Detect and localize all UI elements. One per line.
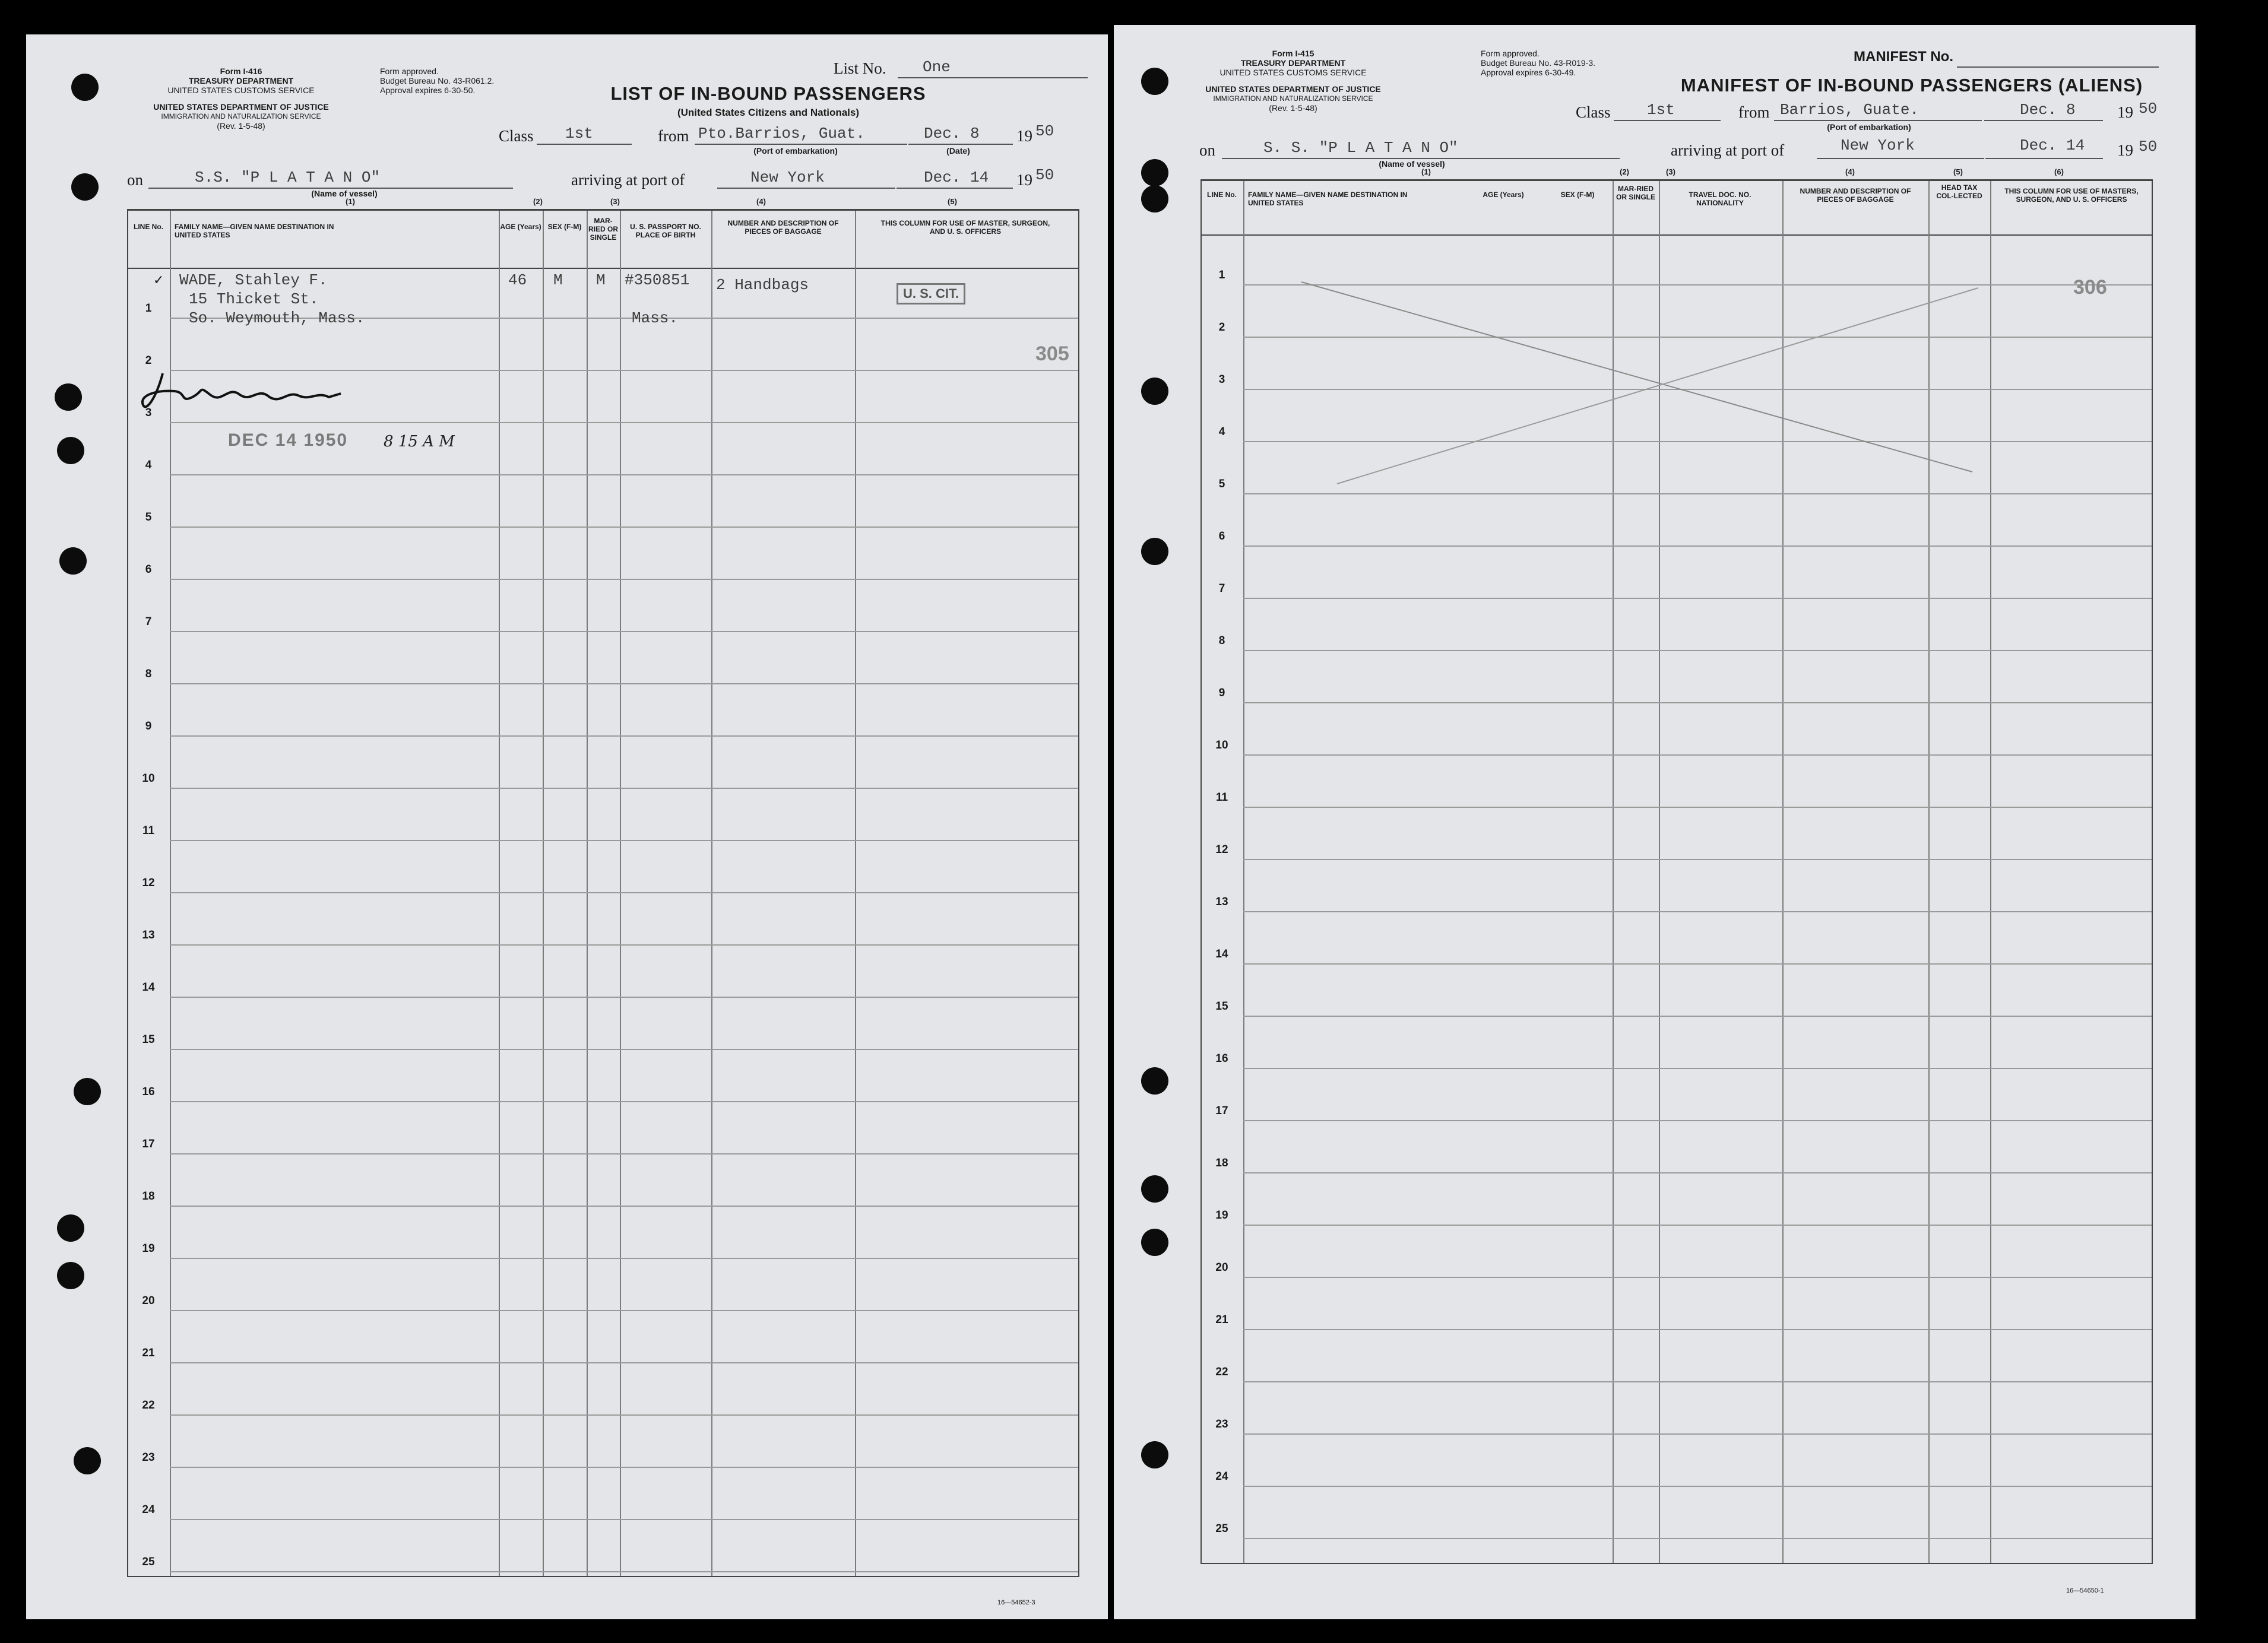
arrival-year: 50 — [2139, 138, 2158, 156]
hdr-married: MAR-RIED OR SINGLE — [1616, 185, 1655, 201]
arrival-date: Dec. 14 — [2020, 137, 2085, 154]
page-title: MANIFEST OF IN-BOUND PASSENGERS (ALIENS) — [1680, 75, 2143, 96]
row-rule — [1243, 754, 2152, 756]
col-num-3: (3) — [610, 197, 620, 206]
row-number: 7 — [145, 616, 152, 628]
from-value: Barrios, Guate. — [1780, 101, 1919, 119]
time-note: 8 15 A M — [384, 433, 455, 451]
date-field — [908, 125, 1013, 145]
from-label: from — [658, 127, 689, 145]
row-number: 25 — [142, 1556, 155, 1568]
punch-hole — [55, 383, 82, 411]
revision: (Rev. 1-5-48) — [217, 121, 265, 131]
vessel-field — [1222, 139, 1620, 159]
hdr-baggage: NUMBER AND DESCRIPTION OF PIECES OF BAGGAGE — [727, 219, 839, 236]
row-number: 11 — [1215, 791, 1228, 804]
row-rule — [1243, 859, 2152, 860]
row-number: 21 — [142, 1347, 155, 1359]
arrival-port-field — [1817, 139, 1984, 159]
punch-hole — [71, 74, 99, 101]
form-number: Form I-416 — [220, 66, 262, 76]
col-num-1: (1) — [1421, 167, 1431, 176]
vessel-value: S. S. "P L A T A N O" — [1263, 139, 1458, 157]
row-number: 16 — [1215, 1052, 1228, 1065]
row-rule — [1243, 1068, 2152, 1069]
col-num-4: (4) — [756, 197, 766, 206]
arrival-port: New York — [1841, 137, 1915, 154]
class-field — [1614, 101, 1721, 121]
punch-hole — [74, 1078, 101, 1105]
entry-married: M — [596, 271, 606, 289]
row-number: 6 — [145, 563, 152, 576]
col-num-1: (1) — [346, 197, 355, 206]
from-date: Dec. 8 — [2020, 101, 2076, 119]
row-rule — [170, 735, 1078, 737]
row-rule — [1243, 598, 2152, 599]
approval-expiry: Approval expires 6-30-50. — [380, 85, 476, 95]
row-rule — [1243, 1016, 2152, 1017]
ins-service: IMMIGRATION AND NATURALIZATION SERVICE — [1213, 94, 1373, 103]
row-rule — [170, 422, 1078, 423]
entry-city: So. Weymouth, Mass. — [189, 309, 365, 327]
arrival-year-prefix: 19 — [2117, 141, 2133, 159]
punch-hole — [1141, 538, 1168, 565]
row-rule — [1243, 1172, 2152, 1173]
row-rule — [170, 1362, 1078, 1363]
hdr-age: AGE (Years) — [500, 223, 541, 231]
punch-hole — [59, 547, 87, 575]
row-rule — [170, 1310, 1078, 1311]
port-embark-caption: (Port of embarkation) — [753, 146, 838, 156]
hdr-line-no: LINE No. — [1207, 191, 1237, 199]
col-num-5: (5) — [1953, 167, 1963, 176]
entry-age: 46 — [508, 271, 527, 289]
row-rule — [170, 1519, 1078, 1520]
row-number: 24 — [142, 1504, 155, 1516]
entry-address: 15 Thicket St. — [189, 290, 319, 308]
arriving-label: arriving at port of — [571, 171, 685, 189]
row-number: 13 — [142, 929, 155, 941]
row-rule — [1243, 807, 2152, 808]
arrival-port-field — [717, 169, 895, 189]
row-number: 5 — [145, 511, 152, 524]
check-mark-icon: ✓ — [153, 272, 164, 287]
col-num-4: (4) — [1845, 167, 1855, 176]
row-number: 22 — [1215, 1366, 1228, 1378]
col-num-6: (6) — [2054, 167, 2064, 176]
date-field — [1984, 101, 2103, 121]
manifest-no-field — [1957, 47, 2159, 68]
ins-service: IMMIGRATION AND NATURALIZATION SERVICE — [161, 112, 321, 120]
signature-icon — [139, 361, 388, 421]
arrival-date-field — [897, 169, 1013, 189]
punch-hole — [57, 1214, 84, 1242]
punch-hole — [57, 437, 84, 464]
row-number: 18 — [1215, 1157, 1228, 1169]
row-rule — [1243, 1329, 2152, 1330]
list-no-field — [898, 58, 1088, 78]
row-rule — [1243, 1433, 2152, 1435]
entry-birthplace: Mass. — [632, 309, 679, 327]
hdr-officers: THIS COLUMN FOR USE OF MASTER, SURGEON, AND U. S. OFFICERS — [880, 219, 1050, 236]
form-footer: 16—54652-3 — [997, 1599, 1035, 1606]
row-rule — [170, 892, 1078, 893]
vessel-caption: (Name of vessel) — [1379, 159, 1445, 169]
col-num-2: (2) — [533, 197, 543, 206]
row-number: 8 — [145, 668, 152, 680]
row-number: 25 — [1215, 1523, 1228, 1535]
row-rule — [170, 683, 1078, 684]
punch-hole — [74, 1447, 101, 1474]
row-number: 18 — [142, 1190, 155, 1203]
from-field — [1774, 101, 1982, 121]
row-number: 10 — [1215, 739, 1228, 751]
entry-name: WADE, Stahley F. — [179, 271, 328, 289]
page-title: LIST OF IN-BOUND PASSENGERS — [610, 83, 926, 104]
on-label: on — [1199, 141, 1215, 159]
left-manifest-sheet — [26, 34, 1108, 1619]
treasury-dept: TREASURY DEPARTMENT — [1240, 58, 1346, 68]
row-rule — [170, 1467, 1078, 1468]
approval-expiry: Approval expires 6-30-49. — [1481, 68, 1576, 77]
row-number: 7 — [1218, 582, 1225, 595]
punch-hole — [57, 1262, 84, 1289]
hdr-baggage: NUMBER AND DESCRIPTION OF PIECES OF BAGGAGE — [1800, 187, 1911, 204]
row-rule — [170, 1206, 1078, 1207]
punch-hole — [1141, 68, 1168, 95]
hdr-name: FAMILY NAME—GIVEN NAME DESTINATION IN UNITED STATES — [1248, 191, 1408, 207]
row-rule — [170, 631, 1078, 632]
on-label: on — [127, 171, 143, 189]
hdr-line-no: LINE No. — [134, 223, 163, 231]
punch-hole — [1141, 185, 1168, 212]
vessel-field — [148, 169, 513, 189]
customs-service: UNITED STATES CUSTOMS SERVICE — [167, 85, 315, 95]
arrival-year-prefix: 19 — [1016, 171, 1032, 189]
form-approved: Form approved. — [380, 66, 439, 76]
customs-service: UNITED STATES CUSTOMS SERVICE — [1219, 68, 1367, 77]
row-number: 20 — [1215, 1261, 1228, 1274]
arrival-port: New York — [750, 169, 825, 186]
row-number: 19 — [1215, 1209, 1228, 1222]
punch-hole — [1141, 378, 1168, 405]
row-number: 21 — [1215, 1314, 1228, 1326]
row-rule — [1243, 963, 2152, 965]
row-rule — [170, 997, 1078, 998]
class-label: Class — [499, 127, 534, 145]
row-number: 22 — [142, 1399, 155, 1412]
row-number: 23 — [1215, 1418, 1228, 1431]
row-rule — [1243, 1277, 2152, 1278]
year-prefix: 19 — [2117, 103, 2133, 121]
list-no-label: List No. — [834, 59, 886, 77]
row-number: 17 — [142, 1138, 155, 1150]
row-number: 3 — [1218, 373, 1225, 386]
row-number: 6 — [1218, 530, 1225, 543]
year-prefix: 19 — [1016, 127, 1032, 145]
page-number: 305 — [1035, 342, 1069, 365]
date-caption: (Date) — [946, 146, 970, 156]
punch-hole — [1141, 1175, 1168, 1203]
budget-bureau: Budget Bureau No. 43-R019-3. — [1481, 58, 1596, 68]
row-rule — [1243, 1486, 2152, 1487]
row-rule — [1243, 911, 2152, 912]
arrival-date: Dec. 14 — [924, 169, 989, 186]
row-rule — [1243, 1381, 2152, 1382]
row-number: 19 — [142, 1242, 155, 1255]
row-rule — [170, 579, 1078, 580]
port-embark-caption: (Port of embarkation) — [1827, 122, 1911, 132]
entry-sex: M — [553, 271, 563, 289]
from-date: Dec. 8 — [924, 125, 980, 142]
class-field — [537, 125, 632, 145]
from-label: from — [1738, 103, 1770, 121]
hdr-name: FAMILY NAME—GIVEN NAME DESTINATION IN UNITED STATES — [175, 223, 334, 239]
cross-out-mark-icon — [1295, 270, 2008, 496]
row-rule — [170, 1153, 1078, 1154]
hdr-officers: THIS COLUMN FOR USE OF MASTERS, SURGEON, AND U. S. OFFICERS — [2004, 187, 2139, 204]
date-stamp: DEC 14 1950 — [228, 430, 349, 450]
row-number: 11 — [142, 824, 155, 837]
col-num-5: (5) — [948, 197, 957, 206]
class-value: 1st — [1647, 101, 1675, 119]
hdr-sex: SEX (F-M) — [547, 223, 582, 231]
year-value: 50 — [1035, 122, 1054, 140]
row-number: 24 — [1215, 1470, 1228, 1483]
row-rule — [170, 1101, 1078, 1102]
hdr-travel: TRAVEL DOC. NO. NATIONALITY — [1689, 191, 1751, 207]
revision: (Rev. 1-5-48) — [1269, 103, 1317, 113]
row-rule — [1243, 1120, 2152, 1121]
row-number: 1 — [145, 302, 152, 315]
row-rule — [1243, 545, 2152, 547]
row-rule — [170, 1258, 1078, 1259]
from-field — [695, 125, 907, 145]
hdr-headtax: HEAD TAX COL-LECTED — [1936, 183, 1982, 200]
punch-hole — [1141, 159, 1168, 186]
row-number: 14 — [1215, 948, 1228, 960]
row-rule — [170, 526, 1078, 528]
row-rule — [1243, 650, 2152, 651]
form-approved: Form approved. — [1481, 49, 1540, 58]
budget-bureau: Budget Bureau No. 43-R061.2. — [380, 76, 495, 85]
justice-dept: UNITED STATES DEPARTMENT OF JUSTICE — [153, 102, 329, 112]
justice-dept: UNITED STATES DEPARTMENT OF JUSTICE — [1205, 84, 1381, 94]
row-number: 3 — [145, 407, 152, 419]
col-num-2: (2) — [1620, 167, 1629, 176]
passenger-table — [1200, 179, 2153, 1564]
row-number: 2 — [145, 354, 152, 367]
row-rule — [170, 840, 1078, 841]
row-rule — [170, 1049, 1078, 1050]
from-value: Pto.Barrios, Guat. — [698, 125, 865, 142]
page-number: 306 — [2073, 276, 2107, 299]
right-manifest-sheet — [1114, 25, 2196, 1619]
row-number: 2 — [1218, 321, 1225, 334]
row-rule — [170, 1414, 1078, 1416]
row-number: 13 — [1215, 896, 1228, 908]
hdr-age: AGE (Years) — [1483, 191, 1524, 199]
page-subtitle: (United States Citizens and Nationals) — [677, 107, 860, 118]
row-number: 4 — [1218, 426, 1225, 438]
row-number: 4 — [145, 459, 152, 471]
treasury-dept: TREASURY DEPARTMENT — [188, 76, 294, 85]
row-number: 10 — [142, 772, 155, 785]
class-label: Class — [1576, 103, 1611, 121]
hdr-married: MAR-RIED OR SINGLE — [588, 217, 618, 242]
form-footer: 16—54650-1 — [2066, 1587, 2104, 1594]
punch-hole — [1141, 1229, 1168, 1256]
passenger-table — [127, 209, 1079, 1577]
arriving-label: arriving at port of — [1671, 141, 1785, 159]
hdr-sex: SEX (F-M) — [1560, 191, 1595, 199]
row-number: 15 — [1215, 1000, 1228, 1013]
row-rule — [170, 474, 1078, 475]
vessel-value: S.S. "P L A T A N O" — [195, 169, 381, 186]
punch-hole — [71, 173, 99, 201]
list-no-value: One — [923, 58, 951, 76]
manifest-no-label: MANIFEST No. — [1854, 49, 1953, 65]
row-number: 5 — [1218, 478, 1225, 490]
row-rule — [1243, 1538, 2152, 1539]
row-rule — [170, 1571, 1078, 1572]
row-number: 12 — [142, 877, 155, 889]
arrival-year: 50 — [1035, 166, 1054, 184]
row-number: 15 — [142, 1033, 155, 1046]
row-rule — [1243, 702, 2152, 703]
row-number: 9 — [1218, 687, 1225, 699]
row-number: 12 — [1215, 843, 1228, 856]
row-rule — [170, 788, 1078, 789]
row-number: 20 — [142, 1295, 155, 1307]
row-number: 8 — [1218, 635, 1225, 647]
row-rule — [1243, 1225, 2152, 1226]
class-value: 1st — [565, 125, 593, 142]
us-citizen-stamp: U. S. CIT. — [897, 283, 965, 305]
arrival-date-field — [1985, 139, 2103, 159]
row-number: 1 — [1218, 269, 1225, 281]
row-number: 9 — [145, 720, 152, 732]
col-num-3: (3) — [1666, 167, 1675, 176]
vessel-caption: (Name of vessel) — [311, 189, 378, 198]
row-number: 14 — [142, 981, 155, 994]
punch-hole — [1141, 1441, 1168, 1468]
row-rule — [170, 944, 1078, 946]
row-number: 23 — [142, 1451, 155, 1464]
form-number: Form I-415 — [1272, 49, 1314, 58]
row-number: 17 — [1215, 1105, 1228, 1117]
entry-baggage: 2 Handbags — [716, 276, 809, 294]
row-number: 16 — [142, 1086, 155, 1098]
hdr-passport: U. S. PASSPORT NO. PLACE OF BIRTH — [630, 223, 701, 239]
year-value: 50 — [2139, 100, 2158, 118]
punch-hole — [1141, 1067, 1168, 1095]
entry-passport: #350851 — [625, 271, 690, 289]
